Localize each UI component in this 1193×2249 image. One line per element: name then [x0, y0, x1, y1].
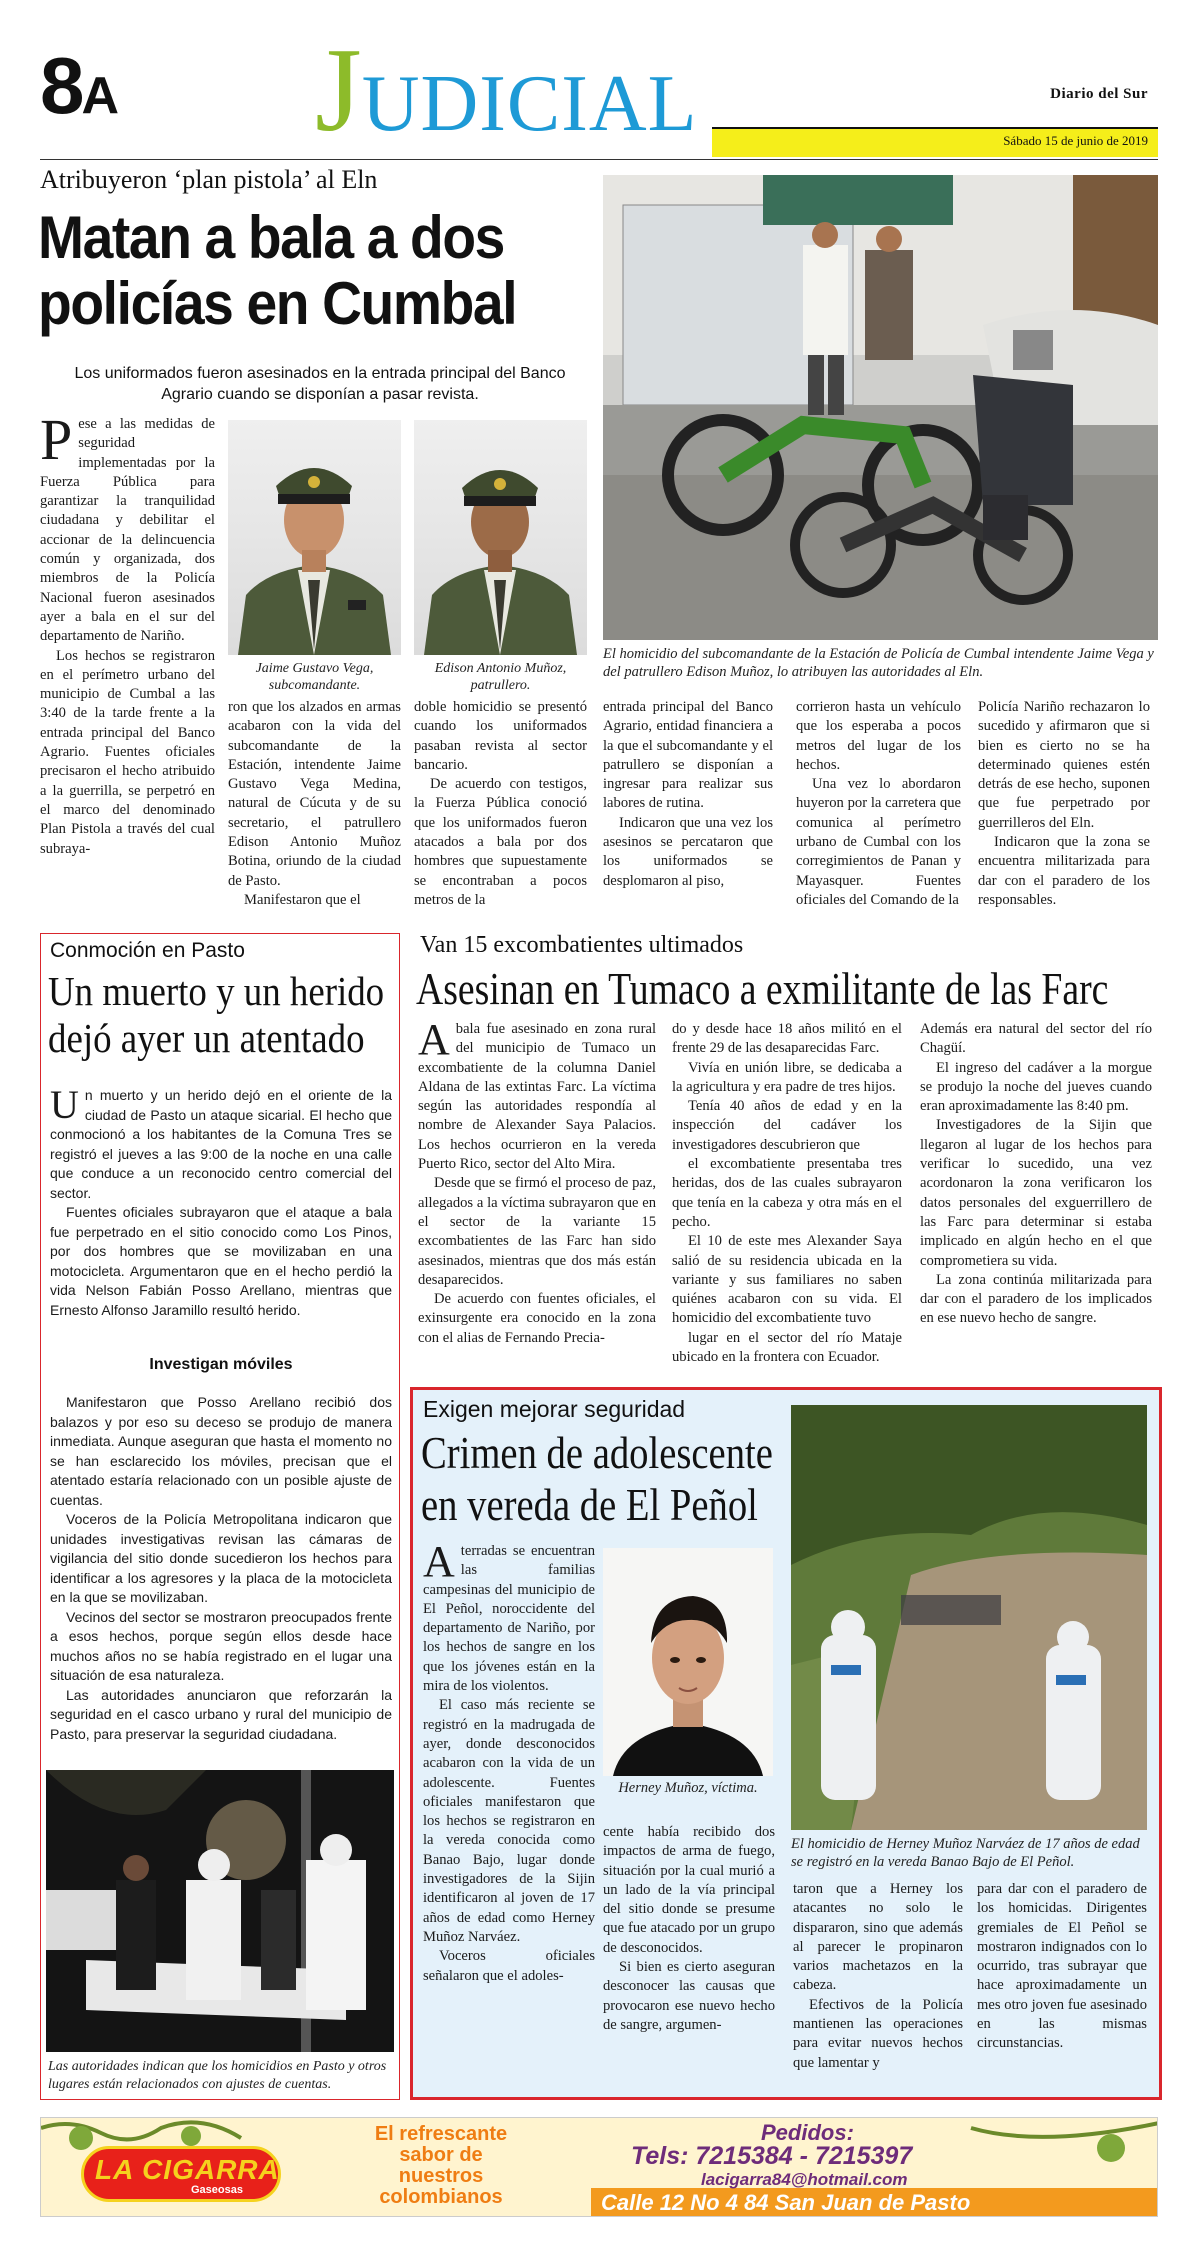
story4-column-1	[423, 1542, 595, 2092]
ad-slogan-line3: nuestros	[398, 2165, 484, 2187]
story1-deck: Los uniformados fueron asesinados en la entrada principal del Banco Agrario cuando se disponían a pasar revista.	[74, 365, 566, 403]
section-title-initial: J	[315, 23, 362, 156]
story1-column-5	[796, 698, 961, 935]
section-title	[315, 23, 698, 156]
portrait2-caption: Edison Antonio Muñoz, patrullero.	[434, 661, 567, 693]
story1-col5-p1: corrieron hasta un vehículo que los esperaba a pocos metros del lugar de los hechos.	[796, 699, 961, 773]
story3-column-3	[920, 1020, 1152, 1380]
ad-slogan-line2: sabor de	[399, 2144, 483, 2166]
paper-name: Diario del Sur	[1050, 86, 1148, 102]
story2-headline-line1: Un muerto y un herido	[48, 968, 385, 1014]
story4-col2-p2: Si bien es cierto aseguran desconocer las causas que provocaron ese nuevo hecho de sangre, argumen-	[603, 1959, 775, 2033]
story1-headline	[38, 205, 553, 337]
story2-p5: Vecinos del sector se mostraron preocupados frente a esos hechos, porque según ellos desde hace muchos años no se había registrado en el lugar una situación de esa naturaleza.	[50, 1608, 392, 1683]
story3-column-1	[418, 1020, 656, 1380]
portrait-edison-munoz	[414, 420, 587, 655]
story3-col3-p2: El ingreso del cadáver a la morgue se produjo la noche del jueves cuando eran aproximadamente las 8:40 pm.	[920, 1059, 1152, 1115]
story1-col4-p2: Indicaron que una vez los asesinos se percataron que los uniformados se desplomaron al piso,	[603, 814, 773, 889]
story1-col1-p1: ese a las medidas de seguridad implementadas por la Fuerza Pública para garantizar la tranquilidad ciudadana y debilitar el accionar de la delincuencia común y organizada, dos miembros de la Policía Nacional fueron asesinados ayer a bala en el sur del departamento de Nariño.	[40, 416, 215, 645]
story4-kicker: Exigen mejorar seguridad	[423, 1396, 686, 1422]
story2-photo-caption: Las autoridades indican que los homicidios en Pasto y otros lugares están relacionados con ajustes de cuentas.	[48, 2059, 387, 2092]
story2-p4: Voceros de la Policía Metropolitana indicaron que unidades investigativas revisan las cámaras de vigilancia del sitio donde sucedieron los hechos para identificar a los agresores y la placa de la motocicleta en la que se movilizaban.	[50, 1511, 392, 1605]
story3-col2-p5: El 10 de este mes Alexander Saya salió de su residencia ubicada en la variante y sus familiares no saben quiénes acabaron con su vida. El homicidio del excombatiente tuvo	[672, 1233, 902, 1327]
story3-col1-p1: bala fue asesinado en zona rural del municipio de Tumaco un excombatiente de la columna Daniel Aldana de las extintas Farc. La víctima según las autoridades respondía al nombre de Alexander Saya Palacios. Los hechos ocurrieron en la vereda Puerto Rico, sector del Alto Mira.	[418, 1021, 656, 1173]
officer-portrait-1-image	[228, 420, 401, 655]
story2-body-bottom	[50, 1393, 392, 1763]
story4-headline	[421, 1427, 773, 1531]
ad-slogan	[341, 2124, 541, 2208]
story3-column-2	[672, 1020, 902, 1380]
story1-col3-p2: De acuerdo con testigos, la Fuerza Pública conoció que los uniformados fueron atacados a bala por dos hombres que supuestamente se encontraban a pocos metros de la	[414, 776, 587, 908]
story4-col1-p1: terradas se encuentran las familias campesinas del municipio de El Peñol, noroccidente del departamento de Nariño, por los hechos de sangre en los que los jóvenes están en la mira de los violentos.	[423, 1543, 595, 1695]
story1-drop-cap: P	[40, 415, 73, 472]
story4-col4-p1: para dar con el paradero de los homicidas. Dirigentes gremiales de El Peñol se mostraron indignados con lo ocurrido, tras subrayar que hace aproximadamente un mes otro joven fue asesinado en las mismas circunstancias.	[977, 1881, 1147, 2052]
story3-col1-p3: De acuerdo con fuentes oficiales, el exinsurgente era conocido en la zona con el alias de Fernando Precia-	[418, 1291, 656, 1346]
portrait-jaime-vega	[228, 420, 401, 655]
la-cigarra-advertisement[interactable]	[40, 2117, 1158, 2217]
main-photo-caption: El homicidio del subcomandante de la Estación de Policía de Cumbal intendente Jaime Vega y del patrullero Edison Muñoz, lo atribuyen las autoridades al Eln.	[603, 646, 1154, 680]
date: Sábado 15 de junio de 2019	[1003, 133, 1148, 148]
story3-col2-p2: Vivía en unión libre, se dedicaba a la agricultura y era padre de tres hijos.	[672, 1059, 902, 1095]
story3-col3-p1: Además era natural del sector del río Chagüí.	[920, 1021, 1152, 1057]
portrait1-caption: Jaime Gustavo Vega, subcomandante.	[255, 661, 374, 693]
story2-subhead: Investigan móviles	[149, 1356, 293, 1373]
ad-brand: LA CIGARRA	[95, 2154, 280, 2185]
story1-column-1	[40, 415, 215, 935]
ad-slogan-line4: colombianos	[379, 2186, 503, 2208]
victim-portrait-caption: Herney Muñoz, víctima.	[618, 1780, 758, 1796]
story4-headline-line1: Crimen de adolescente	[421, 1427, 773, 1478]
story1-col4-p1: entrada principal del Banco Agrario, entidad financiera a la que el subcomandante y el patrullero se disponían a ingresar para realizar sus labores de rutina.	[603, 699, 773, 812]
story3-headline: Asesinan en Tumaco a exmilitante de las Farc	[416, 963, 1109, 1014]
crime-scene-image	[603, 175, 1158, 640]
ad-slogan-line1: El refrescante	[374, 2123, 508, 2145]
ad-email[interactable]: lacigarra84@hotmail.com	[701, 2170, 908, 2189]
story1-col2-p2: Manifestaron que el	[244, 891, 361, 908]
story4-col2-p1: cente había recibido dos impactos de arma de fuego, situación por la cual murió a un lado de la vía principal del sitio donde se presume que fue atacado por un grupo de desconocidos.	[603, 1824, 775, 1956]
el-penol-crime-scene-photo	[791, 1405, 1147, 1830]
story1-col6-p2: Indicaron que la zona se encuentra militarizada para dar con el paradero de los responsables.	[978, 834, 1150, 908]
story3-col1-p2: Desde que se firmó el proceso de paz, allegados a la víctima subrayaron que en el sector de la variante 15 excombatientes de las Farc han sido asesinados, mientras que dos más están desaparecidos.	[418, 1175, 656, 1288]
story3-col2-p6: lugar en el sector del río Mataje ubicado en la frontera con Ecuador.	[672, 1329, 902, 1366]
story2-p6: Las autoridades anunciaron que reforzarán la seguridad en el casco urbano y rural del municipio de Pasto, para preservar la seguridad ciudadana.	[50, 1686, 392, 1742]
ad-orders-label: Pedidos:	[761, 2120, 854, 2145]
story3-col2-p4: el excombatiente presentaba tres heridas, dos de las cuales subrayaron que tenía en la cabeza y otra más en el pecho.	[672, 1156, 902, 1230]
story2-p2: Fuentes oficiales subrayaron que el ataque a bala fue perpetrado en el sitio conocido como Los Pinos, por dos hombres que se movilizaban en una motocicleta. Argumentaron que en el hecho perdió la vida Nelson Fabián Posso Arellano, mientras que Ernesto Alfonso Jaramillo resultó herido.	[50, 1204, 392, 1318]
story1-col6-p1: Policía Nariño rechazaron lo sucedido y afirmaron que si bien es cierto no se ha determinado quienes estén detrás de ese hecho, suponen que fue perpetrado por guerrilleros del Eln.	[978, 699, 1150, 831]
story1-kicker: Atribuyeron ‘plan pistola’ al Eln	[40, 165, 378, 194]
story4-col3-p1: taron que a Herney los atacantes no solo le dispararon, sino que además al parecer le propinaron varios machetazos en la cabeza.	[793, 1881, 963, 1994]
story1-col1-p2: Los hechos se registraron en el perímetro urbano del municipio de Cumbal a las 3:40 de la tarde frente a la entrada principal del Banco Agrario. Fuentes oficiales precisaron el hecho atribuido a la guerrilla, se perpetró en el marco del denominado Plan Pistola a través del cual subraya-	[40, 647, 215, 857]
ad-brand-sub: Gaseosas	[191, 2184, 243, 2196]
story3-kicker: Van 15 excombatientes ultimados	[420, 932, 744, 958]
header-rule	[40, 159, 1158, 160]
cumbal-crime-scene-photo	[603, 175, 1158, 640]
story1-headline-line2: policías en Cumbal	[38, 270, 517, 337]
story2-drop-cap: U	[50, 1086, 79, 1127]
story2-headline-line2: dejó ayer un atentado	[48, 1015, 365, 1061]
story1-col2-p1: ron que los alzados en armas acabaron con la vida del subcomandante de la Estación, intendente Jaime Gustavo Vega Medina, natural de Cúcuta y de su secretario, el patrullero Edison Antonio Muñoz Botina, oriundo de la ciudad de Pasto.	[228, 699, 401, 889]
page-number	[40, 41, 117, 136]
officer-portrait-2-image	[414, 420, 587, 655]
story3-col2-p1: do y desde hace 18 años militó en el frente 29 de las desaparecidas Farc.	[672, 1021, 902, 1057]
story4-column-3	[793, 1880, 963, 2092]
story3-col2-p3: Tenía 40 años de edad y en la inspección del cadáver los investigadores descubrieron que	[672, 1098, 902, 1153]
story4-col3-p2: Efectivos de la Policía mantienen las operaciones para evitar nuevos hechos que lamentar y	[793, 1996, 963, 2071]
ad-address: Calle 12 No 4 84 San Juan de Pasto	[601, 2190, 971, 2215]
story4-column-4	[977, 1880, 1147, 2092]
victim-portrait-photo	[603, 1548, 773, 1776]
story4-drop-cap: A	[423, 1542, 455, 1586]
section-title-rest: UDICIAL	[361, 60, 698, 148]
pasto-night-scene-photo	[46, 1770, 394, 2052]
story2-headline	[48, 968, 385, 1062]
story1-column-6	[978, 698, 1150, 935]
story2-kicker: Conmoción en Pasto	[50, 939, 245, 962]
story1-column-4	[603, 698, 773, 935]
story2-p3: Manifestaron que Posso Arellano recibió dos balazos y por eso su deceso se produjo de manera inmediata. Aunque aseguran que hasta el momento no se han esclarecido los móviles, precisan que el atentado estaría relacionado con un posible ajuste de cuentas.	[50, 1394, 392, 1508]
victim-portrait-image	[603, 1548, 773, 1776]
page-number-letter: A	[81, 67, 117, 125]
story3-col3-p3: Investigadores de la Sijin que llegaron al lugar de los hechos para verificar lo sucedido, una vez acordonaron la zona verificaron los datos personales del exguerrillero de las Farc para determinar si estaba implicado en algún hecho en el que comprometiera su vida.	[920, 1117, 1152, 1269]
story3-col3-p4: La zona continúa militarizada para dar con el paradero de los implicados en ese nuevo hecho de sangre.	[920, 1271, 1152, 1327]
night-scene-image	[46, 1770, 394, 2052]
story4-col1-p2: El caso más reciente se registró en la madrugada de ayer, donde desconocidos acabaron con la vida de un adolescente. Fuentes oficiales manifestaron que los hechos se registraron en la vereda conocida como Banao Bajo, lugar donde investigadores de la Sijin identificaron al joven de 17 años de edad como Herney Muñoz Narváez.	[423, 1697, 595, 1945]
story1-column-3	[414, 698, 587, 935]
story4-headline-line2: en vereda de El Peñol	[421, 1479, 758, 1530]
ad-phones[interactable]: Tels: 7215384 - 7215397	[631, 2142, 913, 2170]
page-number-digit: 8	[40, 41, 82, 130]
el-penol-photo-caption: El homicidio de Herney Muñoz Narváez de 17 años de edad se registró en la vereda Banao Bajo de El Peñol.	[791, 1836, 1140, 1870]
story2-p1: n muerto y un herido dejó en el oriente de la ciudad de Pasto un ataque sicarial. El hecho que conmocionó a los habitantes de la Comuna Tres se registró el jueves a las 9:00 de la noche en una calle que conduce a un reconocido centro comercial del sector.	[50, 1087, 392, 1201]
story2-body-top	[50, 1086, 392, 1334]
story3-drop-cap: A	[418, 1020, 450, 1064]
story1-col5-p2: Una vez lo abordaron huyeron por la carretera que comunica al perímetro urbano de Cumbal con los corregimientos de Panan y Mayasquer. Fuentes oficiales del Comando de la	[796, 776, 961, 908]
story4-col1-p3: Voceros oficiales señalaron que el adoles-	[423, 1948, 595, 1984]
story1-col3-p1: doble homicidio se presentó cuando los uniformados pasaban revista al sector bancario.	[414, 699, 587, 773]
story4-column-2	[603, 1823, 775, 2093]
rural-scene-image	[791, 1405, 1147, 1830]
story1-column-2	[228, 698, 401, 935]
story1-headline-line1: Matan a bala a dos	[38, 204, 504, 271]
